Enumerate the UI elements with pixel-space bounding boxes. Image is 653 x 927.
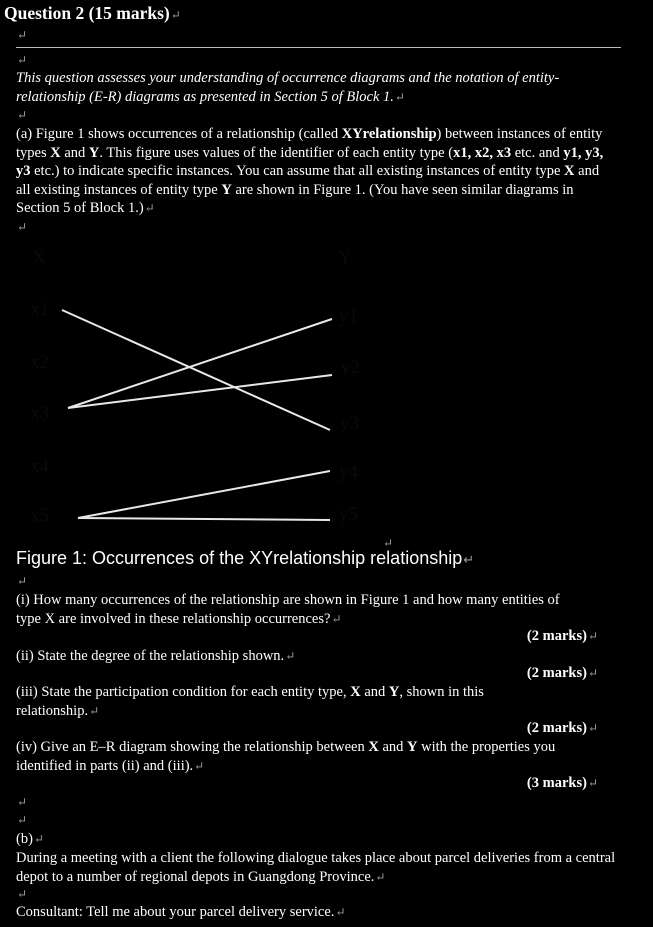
paragraph-mark: ↵ (17, 813, 28, 827)
part-b-paragraph: During a meeting with a client the following dialogue takes place about parcel deliveries from a central depot to a number of regional depots in Guangdong Province.↵ (16, 850, 616, 885)
paragraph-mark: ↵ (17, 108, 28, 122)
y-instance-label: y2 (341, 357, 360, 378)
part-b-label: (b)↵ (16, 831, 44, 847)
y-instance-label: y4 (339, 462, 358, 483)
x-instance-label: x2 (30, 352, 49, 373)
y-instance-label: y5 (339, 504, 358, 525)
paragraph-mark: ↵ (17, 220, 28, 234)
paragraph-mark: ↵ (383, 536, 394, 550)
x-instance-label: x3 (30, 403, 49, 424)
y-header: Y (338, 247, 352, 268)
x-instance-label: x5 (30, 505, 49, 526)
figure-caption: Figure 1: Occurrences of the XYrelationship relationship↵ (16, 548, 475, 568)
paragraph-mark: ↵ (17, 795, 28, 809)
y-instance-label: y1 (339, 306, 358, 327)
part-a-paragraph: (a) Figure 1 shows occurrences of a relationship (called XYrelationship) between instances of entity types X and Y. This figure uses values of the identifier of each entity type (x1, x2, x3 etc. and y1, y3, y3 etc.) to indicate specific instances. You can assume that all existing instances of entity type X and all existing instances of entity type Y are shown in Figure 1. (You have seen similar diagrams in Section 5 of Block 1.)↵ (16, 126, 604, 216)
occurrence-diagram (16, 240, 416, 550)
paragraph-mark: ↵ (17, 28, 28, 42)
marks-ii: (2 marks)↵ (526, 665, 598, 681)
consultant-line: Consultant: Tell me about your parcel delivery service.↵ (16, 904, 346, 920)
question-iv: (iv) Give an E–R diagram showing the relationship between X and Y with the properties you identified in parts (ii) and (iii).↵ (16, 739, 556, 774)
link-x5-y4 (78, 471, 330, 518)
question-i: (i) How many occurrences of the relationship are shown in Figure 1 and how many entities of type X are involved in these relationship occurrences?↵ (16, 592, 560, 627)
question-iii: (iii) State the participation condition for each entity type, X and Y, shown in this relationship.↵ (16, 684, 484, 719)
marks-iv: (3 marks)↵ (526, 775, 598, 791)
intro-paragraph: This question assesses your understanding of occurrence diagrams and the notation of entity-relationship (E-R) diagrams as presented in Section 5 of Block 1.↵ (16, 70, 560, 105)
link-canvas (16, 240, 416, 530)
x-header: X (32, 247, 46, 268)
link-x3-y1 (68, 319, 332, 408)
horizontal-rule (16, 47, 621, 48)
question-title: Question 2 (15 marks)↵ (4, 3, 181, 23)
paragraph-mark: ↵ (17, 887, 28, 901)
x-instance-label: x4 (30, 456, 49, 477)
marks-i: (2 marks)↵ (526, 628, 598, 644)
x-instance-label: x1 (30, 299, 49, 320)
y-instance-label: y3 (340, 413, 359, 434)
question-ii: (ii) State the degree of the relationship shown.↵ (16, 648, 296, 664)
link-x5-y5 (78, 518, 330, 520)
paragraph-mark: ↵ (17, 53, 28, 67)
marks-iii: (2 marks)↵ (526, 720, 598, 736)
paragraph-mark: ↵ (17, 574, 28, 588)
link-x3-y2 (68, 375, 332, 408)
link-x1-y3 (62, 310, 330, 430)
